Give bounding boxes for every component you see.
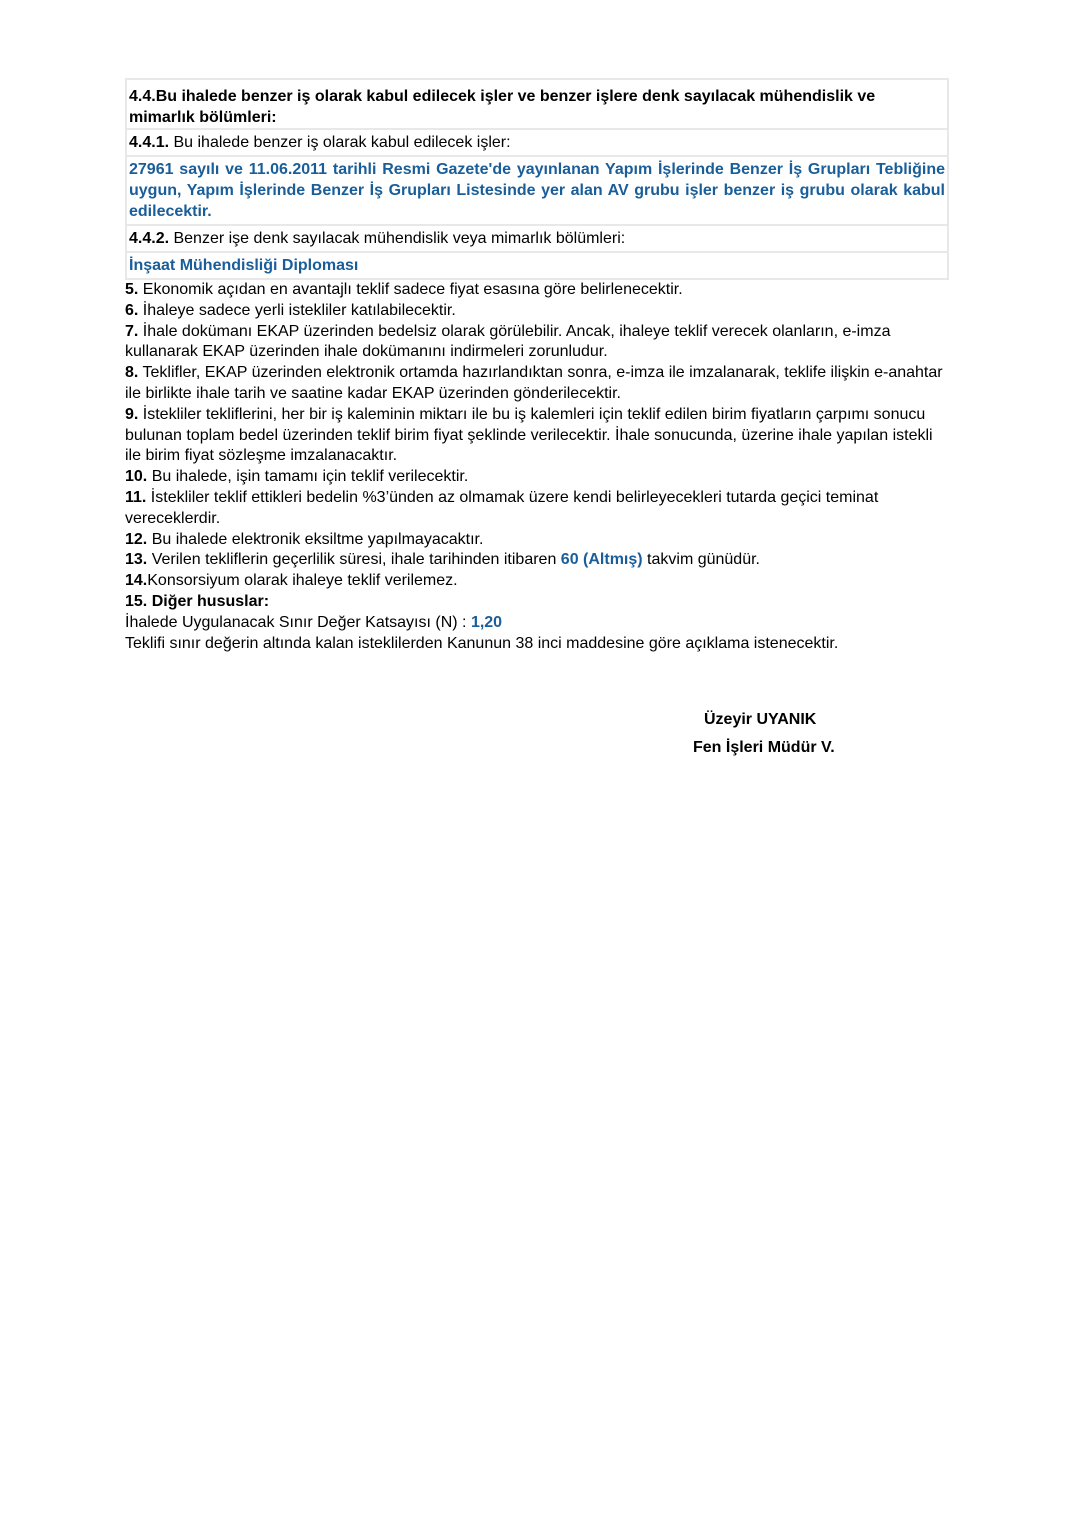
section-4-4-1-number: 4.4.1. xyxy=(129,134,170,151)
section-4-4-2-number: 4.4.2. xyxy=(129,230,170,247)
item-15-coefficient-label: İhalede Uygulanacak Sınır Değer Katsayısı (N) : xyxy=(125,613,471,631)
item-14 xyxy=(125,571,949,592)
section-4-4-2-value: İnşaat Mühendisliği Diploması xyxy=(129,257,359,274)
signatory-name: Üzeyir UYANIK xyxy=(704,711,817,728)
item-15-note: Teklifi sınır değerin altında kalan isteklilerden Kanunun 38 inci maddesine göre açıklama istenecektir. xyxy=(125,634,839,652)
item-11-text: İstekliler teklif ettikleri bedelin %3’ünden az olmamak üzere kendi belirleyecekleri tutarda geçici teminat vereceklerdir. xyxy=(125,488,879,527)
item-13 xyxy=(125,550,949,571)
item-7-text: İhale dokümanı EKAP üzerinden bedelsiz olarak görülebilir. Ancak, ihaleye teklif verecek olanların, e-imza kullanarak EKAP üzerinden ihale dokümanını indirmeleri zorunludur. xyxy=(125,322,891,361)
signature-block xyxy=(680,706,880,762)
document-body xyxy=(125,78,949,654)
item-13-validity-value: 60 (Altmış) xyxy=(560,551,643,569)
item-13-number: 13. xyxy=(125,551,148,569)
item-12-text: Bu ihalede elektronik eksiltme yapılmayacaktır. xyxy=(147,530,484,548)
item-12 xyxy=(125,530,949,551)
section-4-4-1-row xyxy=(127,130,947,157)
item-11-number: 11. xyxy=(125,488,147,506)
item-5-text: Ekonomik açıdan en avantajlı teklif sadece fiyat esasına göre belirlenecektir. xyxy=(138,281,683,298)
item-9-number: 9. xyxy=(125,405,139,423)
item-8 xyxy=(125,363,949,405)
item-9-text: İstekliler tekliflerini, her bir iş kaleminin miktarı ile bu iş kalemleri için teklif edilen birim fiyatların çarpımı sonucu bulunan toplam bedel üzerinden teklif birim fiyat şeklinde verilecektir. İhale sonucunda, üzerine ihale yapılan istekli ile birim fiyat sözleşme imzalanacaktır. xyxy=(125,405,933,465)
section-4-4-heading: 4.4.Bu ihalede benzer iş olarak kabul edilecek işler ve benzer işlere denk sayılacak mühendislik ve mimarlık bölümleri: xyxy=(127,80,947,130)
item-8-text: Teklifler, EKAP üzerinden elektronik ortamda hazırlandıktan sonra, e-imza ile imzalanarak, teklife ilişkin e-anahtar ile birlikte ihale tarih ve saatine kadar EKAP üzerinden gönderilecektir. xyxy=(125,364,943,402)
item-11 xyxy=(125,488,949,530)
item-10 xyxy=(125,467,949,488)
signatory-title: Fen İşleri Müdür V. xyxy=(693,739,835,756)
item-6 xyxy=(125,301,949,322)
section-4-4-2-label: Benzer işe denk sayılacak mühendislik veya mimarlık bölümleri: xyxy=(169,230,626,247)
section-4-4-2-row xyxy=(127,226,947,253)
item-15-coefficient xyxy=(125,613,949,634)
similar-work-table xyxy=(125,78,949,280)
item-15-heading: 15. Diğer hususlar: xyxy=(125,592,270,610)
item-12-number: 12. xyxy=(125,530,148,548)
section-4-4-1-label: Bu ihalede benzer iş olarak kabul edilecek işler: xyxy=(169,134,511,151)
item-7 xyxy=(125,322,949,364)
item-8-number: 8. xyxy=(125,364,139,382)
item-5 xyxy=(125,280,949,301)
item-13-text-b: takvim günüdür. xyxy=(642,551,760,569)
item-7-number: 7. xyxy=(125,322,139,340)
item-6-text: İhaleye sadece yerli istekliler katılabilecektir. xyxy=(138,301,456,319)
item-5-number: 5. xyxy=(125,281,139,298)
item-10-number: 10. xyxy=(125,468,148,486)
item-10-text: Bu ihalede, işin tamamı için teklif verilecektir. xyxy=(147,468,469,486)
item-14-text: Konsorsiyum olarak ihaleye teklif verilemez. xyxy=(147,572,458,590)
item-15-coefficient-value: 1,20 xyxy=(470,613,503,631)
section-4-4-1-value: 27961 sayılı ve 11.06.2011 tarihli Resmi Gazete'de yayınlanan Yapım İşlerinde Benzer İş Grupları Tebliğine uygun, Yapım İşlerinde Benzer İş Grupları Listesinde yer alan AV grubu işler benzer iş grubu olarak kabul edilecektir. xyxy=(127,157,947,226)
item-6-number: 6. xyxy=(125,301,139,319)
item-13-text-a: Verilen tekliflerin geçerlilik süresi, ihale tarihinden itibaren xyxy=(147,551,561,569)
item-14-number: 14. xyxy=(125,572,148,590)
item-9 xyxy=(125,405,949,467)
